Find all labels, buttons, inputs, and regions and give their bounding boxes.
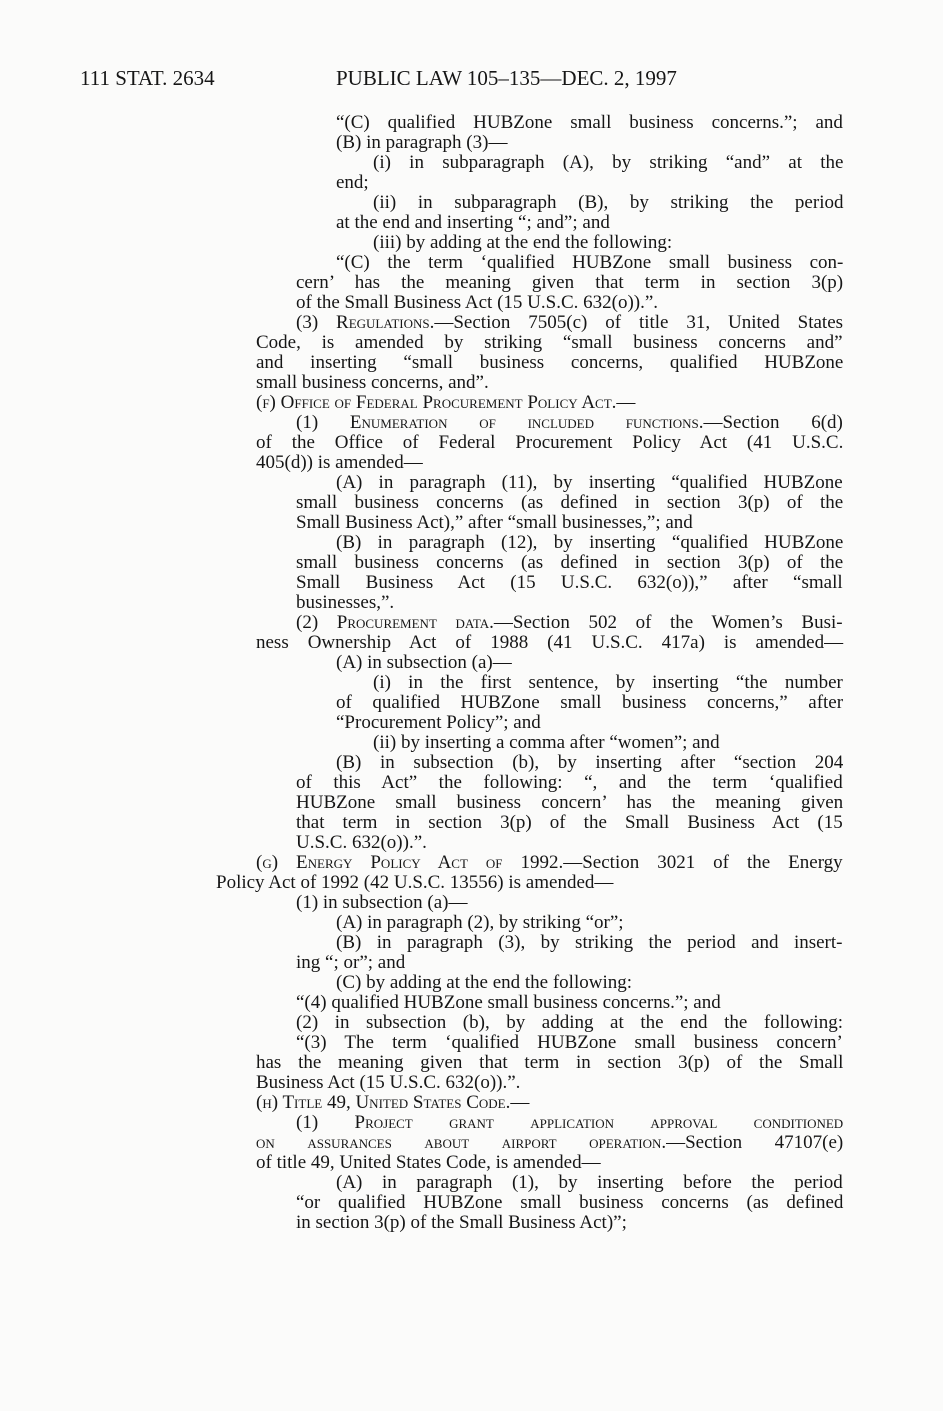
line-text: —Section 3021 of the Energy — [563, 852, 843, 873]
line-text: (A) in paragraph (1), by inserting before the period — [336, 1172, 843, 1193]
text-line — [0, 613, 943, 633]
line-text: (B) in subsection (b), by inserting after “section 204 — [336, 752, 844, 773]
line-text: (B) in paragraph (3)— — [336, 132, 508, 153]
public-law-title: PUBLIC LAW 105–135—DEC. 2, 1997 — [336, 66, 677, 90]
line-text: — — [616, 392, 636, 413]
statute-page-number: 111 STAT. 2634 — [80, 66, 215, 90]
text-line-content — [296, 953, 405, 973]
line-text: —Section 47107(e) — [666, 1132, 844, 1153]
text-line — [0, 573, 943, 593]
text-line — [0, 993, 943, 1013]
line-text: ness Ownership Act of 1988 (41 U.S.C. 417a) is amended— — [256, 632, 844, 653]
text-line-content — [336, 133, 507, 153]
line-text: — — [510, 1092, 530, 1113]
text-line-content — [336, 653, 512, 673]
text-line — [0, 133, 943, 153]
text-line-content — [296, 573, 843, 593]
text-line-content — [256, 1153, 601, 1173]
line-text: of the Small Business Act (15 U.S.C. 632(o)).”. — [296, 292, 659, 313]
text-line — [0, 413, 943, 433]
text-line-content — [336, 213, 610, 233]
text-line-content — [296, 513, 693, 533]
text-line — [0, 173, 943, 193]
text-line — [0, 1193, 943, 1213]
line-text: cern’ has the meaning given that term in section 3(p) — [296, 272, 844, 293]
text-line-content — [296, 893, 467, 913]
text-line — [0, 193, 943, 213]
text-line — [0, 1033, 943, 1053]
line-text: —Section 7505(c) of title 31, United States — [434, 312, 844, 333]
text-line-content — [256, 1133, 843, 1153]
line-text: “or qualified HUBZone small business concerns (as defined — [296, 1192, 844, 1213]
text-line — [0, 973, 943, 993]
section-heading: (f) Office of Federal Procurement Policy Act. — [256, 392, 617, 413]
line-text: HUBZone small business concern’ has the meaning given — [296, 792, 844, 813]
text-line-content — [256, 433, 843, 453]
text-line — [0, 433, 943, 453]
line-text: (ii) by inserting a comma after “women”; and — [373, 732, 720, 753]
text-line-content — [336, 693, 843, 713]
text-line-content — [296, 273, 843, 293]
text-line-content — [256, 393, 635, 413]
text-line-content — [216, 873, 613, 893]
text-line-content — [296, 773, 843, 793]
line-text: (2) in subsection (b), by adding at the end the following: — [296, 1012, 843, 1033]
text-line — [0, 873, 943, 893]
text-line-content — [336, 173, 369, 193]
text-line — [0, 833, 943, 853]
text-line-content — [256, 633, 843, 653]
text-line — [0, 493, 943, 513]
section-heading: (3) Regulations. — [296, 312, 435, 333]
line-text: small business concerns (as defined in section 3(p) of the — [296, 552, 844, 573]
line-text: “(C) qualified HUBZone small business concerns.”; and — [336, 112, 843, 133]
line-text: “(C) the term ‘qualified HUBZone small business con- — [336, 252, 844, 273]
text-line — [0, 1073, 943, 1093]
text-line — [0, 1153, 943, 1173]
line-text: (ii) in subparagraph (B), by striking the period — [373, 192, 844, 213]
line-text: Business Act (15 U.S.C. 632(o)).”. — [256, 1072, 521, 1093]
text-line — [0, 333, 943, 353]
section-heading: (1) Project grant application approval conditioned — [296, 1112, 844, 1133]
text-line — [0, 773, 943, 793]
text-line-content — [256, 373, 489, 393]
text-line-content — [373, 233, 672, 253]
line-text: (1) in subsection (a)— — [296, 892, 468, 913]
text-line-content — [336, 753, 843, 773]
text-line-content — [296, 413, 843, 433]
text-line-content — [373, 193, 843, 213]
line-text: Small Business Act),” after “small businesses,”; and — [296, 512, 693, 533]
text-line-content — [256, 453, 423, 473]
line-text: 405(d)) is amended— — [256, 452, 423, 473]
text-line — [0, 913, 943, 933]
text-line-content — [296, 553, 843, 573]
line-text: of the Office of Federal Procurement Policy Act (41 U.S.C. — [256, 432, 844, 453]
line-text: that term in section 3(p) of the Small Business Act (15 — [296, 812, 843, 833]
text-line-content — [296, 613, 843, 633]
text-line — [0, 673, 943, 693]
line-text: of title 49, United States Code, is amended— — [256, 1152, 601, 1173]
text-line — [0, 473, 943, 493]
text-line — [0, 1093, 943, 1113]
line-text: Code, is amended by striking “small business concerns and” — [256, 332, 843, 353]
text-line — [0, 1173, 943, 1193]
text-line — [0, 373, 943, 393]
text-line-content — [296, 793, 843, 813]
text-line-content — [336, 913, 624, 933]
text-line-content — [336, 533, 843, 553]
text-line-content — [256, 353, 843, 373]
text-line-content — [373, 673, 843, 693]
text-line — [0, 213, 943, 233]
line-text: of this Act” the following: “, and the term ‘qualified — [296, 772, 843, 793]
section-heading: (2) Procurement data. — [296, 612, 494, 633]
line-text: (C) by adding at the end the following: — [336, 972, 633, 993]
text-line — [0, 933, 943, 953]
line-text: and inserting “small business concerns, qualified HUBZone — [256, 352, 844, 373]
line-text: “Procurement Policy”; and — [336, 712, 541, 733]
text-line — [0, 293, 943, 313]
text-line-content — [296, 1033, 843, 1053]
text-line — [0, 753, 943, 773]
text-line-content — [336, 253, 843, 273]
text-line — [0, 1113, 943, 1133]
text-line — [0, 453, 943, 473]
text-line-content — [336, 1173, 843, 1193]
line-text: (B) in paragraph (12), by inserting “qualified HUBZone — [336, 532, 844, 553]
text-line — [0, 233, 943, 253]
text-line — [0, 1133, 943, 1153]
text-line — [0, 893, 943, 913]
text-line — [0, 633, 943, 653]
text-line — [0, 653, 943, 673]
section-heading: (1) Enumeration of included functions. — [296, 412, 704, 433]
text-line-content — [296, 813, 843, 833]
section-heading: on assurances about airport operation. — [256, 1132, 667, 1153]
text-line-content — [256, 1053, 843, 1073]
text-line — [0, 1013, 943, 1033]
line-text: “(3) The term ‘qualified HUBZone small business concern’ — [296, 1032, 843, 1053]
line-text: (i) in the first sentence, by inserting “the number — [373, 672, 843, 693]
line-text: ing “; or”; and — [296, 952, 406, 973]
text-line-content — [296, 493, 843, 513]
text-line-content — [256, 333, 843, 353]
text-line — [0, 713, 943, 733]
text-line-content — [296, 1113, 843, 1133]
text-line — [0, 253, 943, 273]
text-line — [0, 153, 943, 173]
text-line — [0, 1213, 943, 1233]
text-line — [0, 553, 943, 573]
text-line — [0, 733, 943, 753]
text-line — [0, 313, 943, 333]
line-text: —Section 6(d) — [703, 412, 843, 433]
text-line — [0, 273, 943, 293]
text-line-content — [256, 1093, 529, 1113]
text-line — [0, 953, 943, 973]
line-text: (A) in paragraph (11), by inserting “qualified HUBZone — [336, 472, 843, 493]
line-text: small business concerns (as defined in section 3(p) of the — [296, 492, 844, 513]
text-line-content — [296, 1213, 627, 1233]
line-text: (A) in paragraph (2), by striking “or”; — [336, 912, 624, 933]
text-line-content — [256, 1073, 520, 1093]
text-line-content — [336, 473, 843, 493]
line-text: of qualified HUBZone small business concerns,” after — [336, 692, 844, 713]
page-header — [0, 66, 943, 94]
line-text: small business concerns, and”. — [256, 372, 489, 393]
line-text: end; — [336, 172, 369, 193]
section-heading: (h) Title 49, United States Code. — [256, 1092, 511, 1113]
text-line — [0, 1053, 943, 1073]
text-line-content — [296, 313, 843, 333]
line-text: (iii) by adding at the end the following: — [373, 232, 673, 253]
text-line-content — [336, 113, 843, 133]
text-line-content — [296, 1193, 843, 1213]
text-line-content — [336, 973, 632, 993]
line-text: (i) in subparagraph (A), by striking “and” at the — [373, 152, 844, 173]
text-line — [0, 353, 943, 373]
text-line — [0, 593, 943, 613]
line-text: at the end and inserting “; and”; and — [336, 212, 610, 233]
line-text: (A) in subsection (a)— — [336, 652, 512, 673]
line-text: —Section 502 of the Women’s Busi- — [493, 612, 843, 633]
text-line-content — [256, 853, 843, 873]
text-line-content — [373, 733, 720, 753]
line-text: (B) in paragraph (3), by striking the period and insert- — [336, 932, 843, 953]
text-line-content — [296, 1013, 843, 1033]
line-text: businesses,”. — [296, 592, 395, 613]
line-text: has the meaning given that term in section 3(p) of the Small — [256, 1052, 844, 1073]
text-line-content — [336, 933, 843, 953]
text-line — [0, 513, 943, 533]
text-line — [0, 693, 943, 713]
text-line-content — [296, 833, 427, 853]
text-line-content — [373, 153, 843, 173]
line-text: U.S.C. 632(o)).”. — [296, 832, 427, 853]
section-heading: (g) Energy Policy Act of 1992. — [256, 852, 564, 873]
text-line — [0, 533, 943, 553]
line-text: “(4) qualified HUBZone small business concerns.”; and — [296, 992, 721, 1013]
statute-body — [0, 113, 943, 1233]
line-text: in section 3(p) of the Small Business Act)”; — [296, 1212, 627, 1233]
text-line-content — [296, 993, 721, 1013]
text-line — [0, 793, 943, 813]
text-line-content — [336, 713, 541, 733]
text-line — [0, 113, 943, 133]
line-text: Policy Act of 1992 (42 U.S.C. 13556) is amended— — [216, 872, 614, 893]
text-line — [0, 813, 943, 833]
text-line-content — [296, 593, 394, 613]
text-line-content — [296, 293, 658, 313]
text-line — [0, 853, 943, 873]
text-line — [0, 393, 943, 413]
line-text: Small Business Act (15 U.S.C. 632(o)),” after “small — [296, 572, 843, 593]
